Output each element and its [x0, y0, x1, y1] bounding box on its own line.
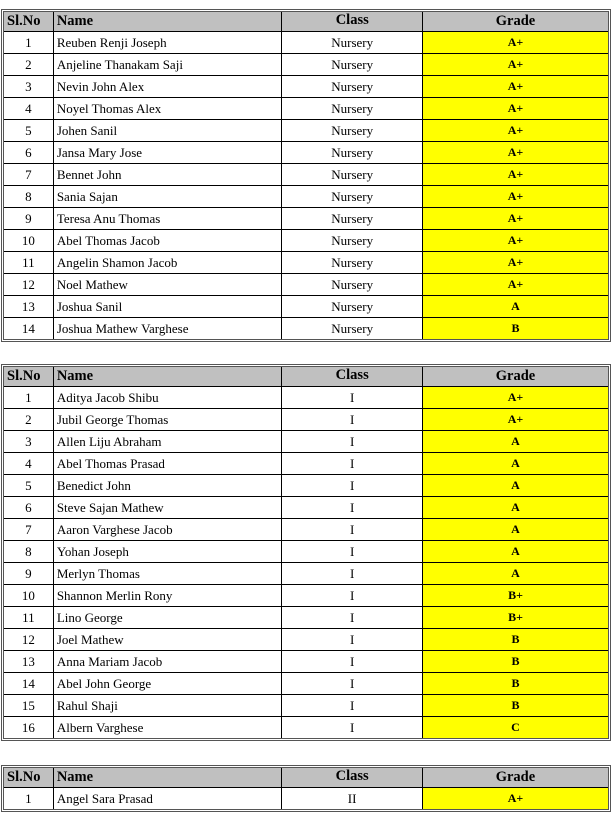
header-class: Class [282, 12, 423, 32]
header-name: Name [54, 12, 283, 32]
table-row [4, 318, 608, 339]
cell-slno: 3 [4, 431, 54, 453]
table-row [4, 651, 608, 673]
cell-name: Lino George [54, 607, 283, 629]
cell-slno: 3 [4, 76, 54, 98]
cell-grade: A+ [423, 164, 608, 186]
table-row [4, 186, 608, 208]
cell-slno: 8 [4, 541, 54, 563]
cell-class: Nursery [282, 32, 423, 54]
cell-slno: 8 [4, 186, 54, 208]
cell-slno: 9 [4, 563, 54, 585]
cell-name: Angelin Shamon Jacob [54, 252, 283, 274]
table-row [4, 563, 608, 585]
cell-grade: C [423, 717, 608, 738]
cell-slno: 1 [4, 32, 54, 54]
cell-name: Jubil George Thomas [54, 409, 283, 431]
cell-class: Nursery [282, 230, 423, 252]
cell-slno: 7 [4, 519, 54, 541]
cell-class: I [282, 497, 423, 519]
cell-slno: 4 [4, 98, 54, 120]
cell-class: I [282, 541, 423, 563]
results-table-nursery [1, 9, 611, 342]
cell-slno: 2 [4, 409, 54, 431]
cell-slno: 6 [4, 142, 54, 164]
cell-name: Abel Thomas Jacob [54, 230, 283, 252]
cell-slno: 11 [4, 607, 54, 629]
cell-grade: B [423, 695, 608, 717]
cell-name: Jansa Mary Jose [54, 142, 283, 164]
cell-name: Angel Sara Prasad [54, 788, 283, 809]
cell-class: Nursery [282, 296, 423, 318]
table-row [4, 296, 608, 318]
table-header-row [4, 367, 608, 387]
cell-grade: B+ [423, 585, 608, 607]
cell-name: Yohan Joseph [54, 541, 283, 563]
cell-grade: A+ [423, 32, 608, 54]
cell-grade: B+ [423, 607, 608, 629]
table-row [4, 54, 608, 76]
cell-grade: A+ [423, 208, 608, 230]
header-class: Class [282, 768, 423, 788]
cell-slno: 14 [4, 673, 54, 695]
table-row [4, 717, 608, 738]
cell-class: Nursery [282, 186, 423, 208]
table-row [4, 142, 608, 164]
cell-name: Steve Sajan Mathew [54, 497, 283, 519]
cell-grade: A+ [423, 387, 608, 409]
cell-name: Teresa Anu Thomas [54, 208, 283, 230]
cell-grade: A+ [423, 98, 608, 120]
cell-grade: A [423, 497, 608, 519]
cell-class: Nursery [282, 252, 423, 274]
table-row [4, 98, 608, 120]
table-row [4, 629, 608, 651]
cell-grade: A [423, 519, 608, 541]
cell-name: Aditya Jacob Shibu [54, 387, 283, 409]
cell-class: I [282, 409, 423, 431]
cell-name: Shannon Merlin Rony [54, 585, 283, 607]
cell-name: Sania Sajan [54, 186, 283, 208]
cell-name: Joel Mathew [54, 629, 283, 651]
cell-grade: A [423, 541, 608, 563]
cell-class: Nursery [282, 120, 423, 142]
cell-slno: 12 [4, 274, 54, 296]
table-row [4, 475, 608, 497]
cell-name: Aaron Varghese Jacob [54, 519, 283, 541]
cell-class: I [282, 717, 423, 738]
table-row [4, 431, 608, 453]
cell-name: Anna Mariam Jacob [54, 651, 283, 673]
cell-grade: A [423, 453, 608, 475]
cell-slno: 12 [4, 629, 54, 651]
cell-class: I [282, 563, 423, 585]
table-row [4, 695, 608, 717]
header-slno: Sl.No [4, 12, 54, 32]
cell-grade: A+ [423, 186, 608, 208]
cell-slno: 5 [4, 120, 54, 142]
cell-class: Nursery [282, 76, 423, 98]
cell-class: Nursery [282, 164, 423, 186]
cell-grade: B [423, 318, 608, 339]
cell-name: Abel John George [54, 673, 283, 695]
table-row [4, 541, 608, 563]
cell-grade: A+ [423, 76, 608, 98]
table-row [4, 120, 608, 142]
cell-grade: B [423, 673, 608, 695]
cell-class: Nursery [282, 208, 423, 230]
header-slno: Sl.No [4, 768, 54, 788]
cell-slno: 6 [4, 497, 54, 519]
cell-grade: A+ [423, 409, 608, 431]
cell-slno: 13 [4, 296, 54, 318]
table-row [4, 208, 608, 230]
cell-slno: 1 [4, 387, 54, 409]
table-row [4, 409, 608, 431]
results-table-class-ii [1, 765, 611, 812]
cell-grade: A [423, 475, 608, 497]
table-row [4, 274, 608, 296]
cell-name: Nevin John Alex [54, 76, 283, 98]
cell-name: Anjeline Thanakam Saji [54, 54, 283, 76]
table-row [4, 788, 608, 809]
cell-grade: A+ [423, 120, 608, 142]
cell-grade: A+ [423, 274, 608, 296]
table-row [4, 32, 608, 54]
cell-grade: A+ [423, 252, 608, 274]
cell-grade: A+ [423, 142, 608, 164]
cell-slno: 10 [4, 585, 54, 607]
cell-class: I [282, 475, 423, 497]
table-row [4, 164, 608, 186]
cell-slno: 2 [4, 54, 54, 76]
cell-name: Albern Varghese [54, 717, 283, 738]
cell-grade: A [423, 296, 608, 318]
table-row [4, 673, 608, 695]
cell-slno: 16 [4, 717, 54, 738]
cell-name: Rahul Shaji [54, 695, 283, 717]
cell-grade: A+ [423, 54, 608, 76]
cell-slno: 7 [4, 164, 54, 186]
cell-slno: 14 [4, 318, 54, 339]
cell-name: Merlyn Thomas [54, 563, 283, 585]
cell-class: Nursery [282, 142, 423, 164]
cell-grade: A+ [423, 230, 608, 252]
cell-grade: A+ [423, 788, 608, 809]
cell-name: Noel Mathew [54, 274, 283, 296]
header-class: Class [282, 367, 423, 387]
header-grade: Grade [423, 768, 608, 788]
cell-name: Joshua Mathew Varghese [54, 318, 283, 339]
table-row [4, 252, 608, 274]
cell-class: I [282, 607, 423, 629]
table-row [4, 497, 608, 519]
table-row [4, 607, 608, 629]
cell-slno: 5 [4, 475, 54, 497]
header-slno: Sl.No [4, 367, 54, 387]
header-name: Name [54, 768, 283, 788]
header-name: Name [54, 367, 283, 387]
cell-class: I [282, 387, 423, 409]
header-grade: Grade [423, 367, 608, 387]
cell-name: Joshua Sanil [54, 296, 283, 318]
cell-class: Nursery [282, 98, 423, 120]
cell-grade: A [423, 431, 608, 453]
cell-name: Johen Sanil [54, 120, 283, 142]
cell-slno: 13 [4, 651, 54, 673]
cell-grade: B [423, 651, 608, 673]
cell-class: Nursery [282, 54, 423, 76]
cell-grade: B [423, 629, 608, 651]
table-row [4, 585, 608, 607]
cell-slno: 1 [4, 788, 54, 809]
table-row [4, 387, 608, 409]
cell-class: I [282, 585, 423, 607]
cell-name: Noyel Thomas Alex [54, 98, 283, 120]
cell-class: I [282, 673, 423, 695]
table-row [4, 230, 608, 252]
cell-grade: A [423, 563, 608, 585]
table-row [4, 76, 608, 98]
results-table-class-i [1, 364, 611, 741]
cell-name: Bennet John [54, 164, 283, 186]
cell-slno: 15 [4, 695, 54, 717]
cell-class: I [282, 629, 423, 651]
cell-class: I [282, 431, 423, 453]
cell-name: Allen Liju Abraham [54, 431, 283, 453]
cell-slno: 10 [4, 230, 54, 252]
table-row [4, 453, 608, 475]
cell-class: I [282, 519, 423, 541]
cell-class: I [282, 695, 423, 717]
cell-name: Reuben Renji Joseph [54, 32, 283, 54]
cell-name: Abel Thomas Prasad [54, 453, 283, 475]
cell-class: Nursery [282, 318, 423, 339]
cell-class: I [282, 453, 423, 475]
cell-slno: 9 [4, 208, 54, 230]
cell-slno: 11 [4, 252, 54, 274]
cell-class: I [282, 651, 423, 673]
table-header-row [4, 768, 608, 788]
cell-slno: 4 [4, 453, 54, 475]
header-grade: Grade [423, 12, 608, 32]
cell-class: II [282, 788, 423, 809]
table-row [4, 519, 608, 541]
cell-class: Nursery [282, 274, 423, 296]
cell-name: Benedict John [54, 475, 283, 497]
table-header-row [4, 12, 608, 32]
